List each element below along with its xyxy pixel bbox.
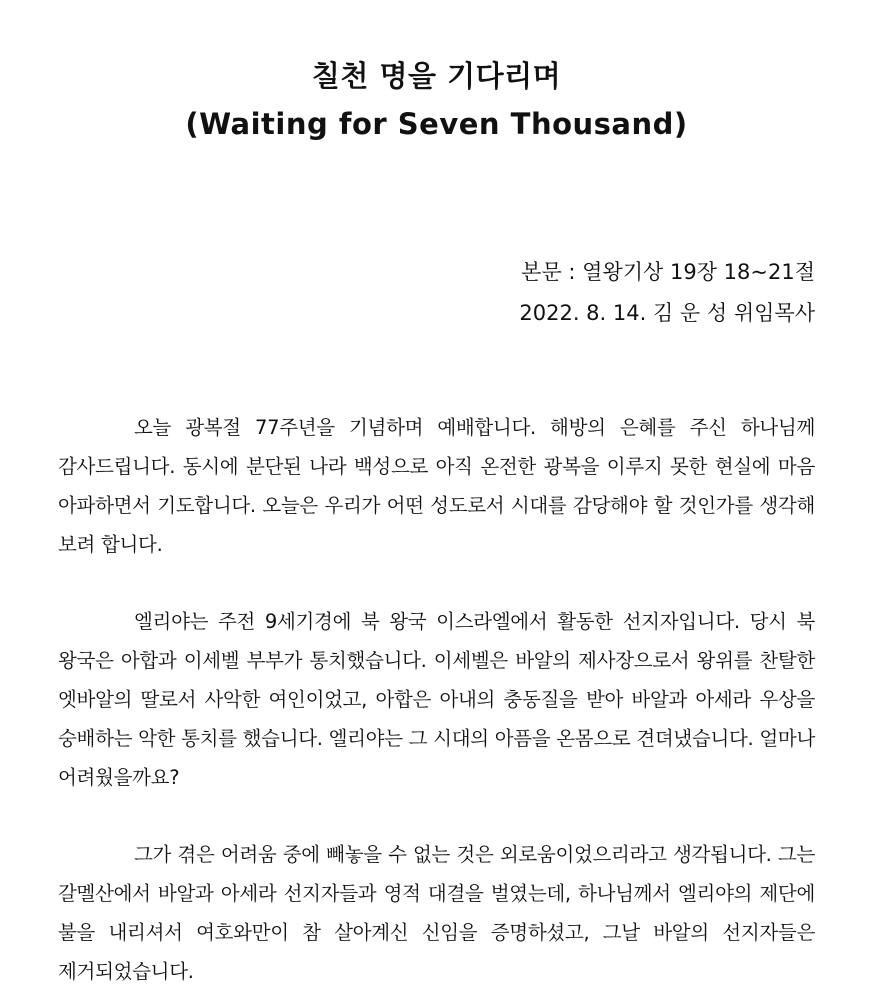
scripture-reference: 본문 : 열왕기상 19장 18~21절 xyxy=(521,260,815,284)
date-and-preacher: 2022. 8. 14. 김 운 성 위임목사 xyxy=(519,301,815,325)
sermon-title-english: (Waiting for Seven Thousand) xyxy=(185,107,688,141)
sermon-meta xyxy=(519,252,815,334)
sermon-title-korean: 칠천 명을 기다리며 xyxy=(311,59,562,93)
title-block xyxy=(0,52,873,148)
paragraph-2: 엘리야는 주전 9세기경에 북 왕국 이스라엘에서 활동한 선지자입니다. 당시 북 왕국은 아합과 이세벨 부부가 통치했습니다. 이세벨은 바알의 제사장으로서 왕위를 찬탈한 엣바알의 딸로서 사악한 여인이었고, 아합은 아내의 충동질을 받아 바알과 아세라 우상을 숭배하는 악한 통치를 했습니다. 엘리야는 그 시대의 아픔을 온몸으로 견뎌냈습니다. 얼마나 어려웠을까요? xyxy=(58,610,815,789)
sermon-body xyxy=(58,408,815,991)
paragraph-1: 오늘 광복절 77주년을 기념하며 예배합니다. 해방의 은혜를 주신 하나님께 감사드립니다. 동시에 분단된 나라 백성으로 아직 온전한 광복을 이루지 못한 현실에 마음 아파하면서 기도합니다. 오늘은 우리가 어떤 성도로서 시대를 감당해야 할 것인가를 생각해 보려 합니다. xyxy=(58,416,815,556)
paragraph-3: 그가 겪은 어려움 중에 빼놓을 수 없는 것은 외로움이었으리라고 생각됩니다. 그는 갈멜산에서 바알과 아세라 선지자들과 영적 대결을 벌였는데, 하나님께서 엘리야의 제단에 불을 내리셔서 여호와만이 참 살아계신 신임을 증명하셨고, 그날 바알의 선지자들은 제거되었습니다. xyxy=(58,843,815,983)
